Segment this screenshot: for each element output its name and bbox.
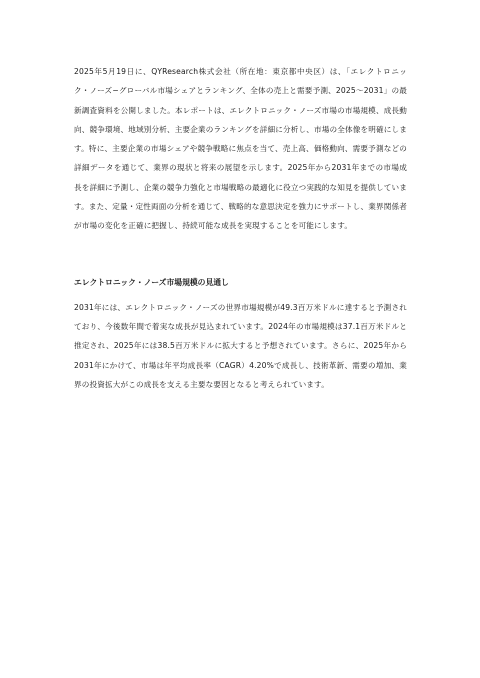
section-heading: エレクトロニック・ノーズ市場規模の見通し — [74, 277, 229, 287]
document-body — [74, 62, 407, 394]
section-spacer — [74, 236, 407, 276]
intro-paragraph: 2025年5月19日に、QYResearch株式会社（所在地：東京都中央区）は、「エレクトロニック・ノーズ−グローバル市場シェアとランキング、全体の売上と需要予測、2025〜2031」の最新調査資料を公開しました。本レポートは、エレクトロニック・ノーズ市場の市場規模、成長動向、競争環境、地域別分析、主要企業のランキングを詳細に分析し、市場の全体像を明確にします。特に、主要企業の市場シェアや競争戦略に焦点を当て、売上高、価格動向、需要予測などの詳細データを通じて、業界の現状と将来の展望を示します。2025年から2031年までの市場成長を詳細に予測し、企業の競争力強化と市場戦略の最適化に役立つ実践的な知見を提供しています。また、定量・定性両面の分析を通じて、戦略的な意思決定を強力にサポートし、業界関係者が市場の変化を正確に把握し、持続可能な成長を実現することを可能にします。 — [74, 67, 407, 231]
heading-spacer — [74, 290, 407, 298]
market-outlook-paragraph: 2031年には、エレクトロニック・ノーズの世界市場規模が49.3百万米ドルに達すると予測されており、今後数年間で着実な成長が見込まれています。2024年の市場規模は37.1百万米ドルと推定され、2025年には38.5百万米ドルに拡大すると予想されています。さらに、2025年から2031年にかけて、市場は年平均成長率（CAGR）4.20%で成長し、技術革新、需要の増加、業界の投資拡大がこの成長を支える主要な要因となると考えられています。 — [74, 302, 407, 389]
